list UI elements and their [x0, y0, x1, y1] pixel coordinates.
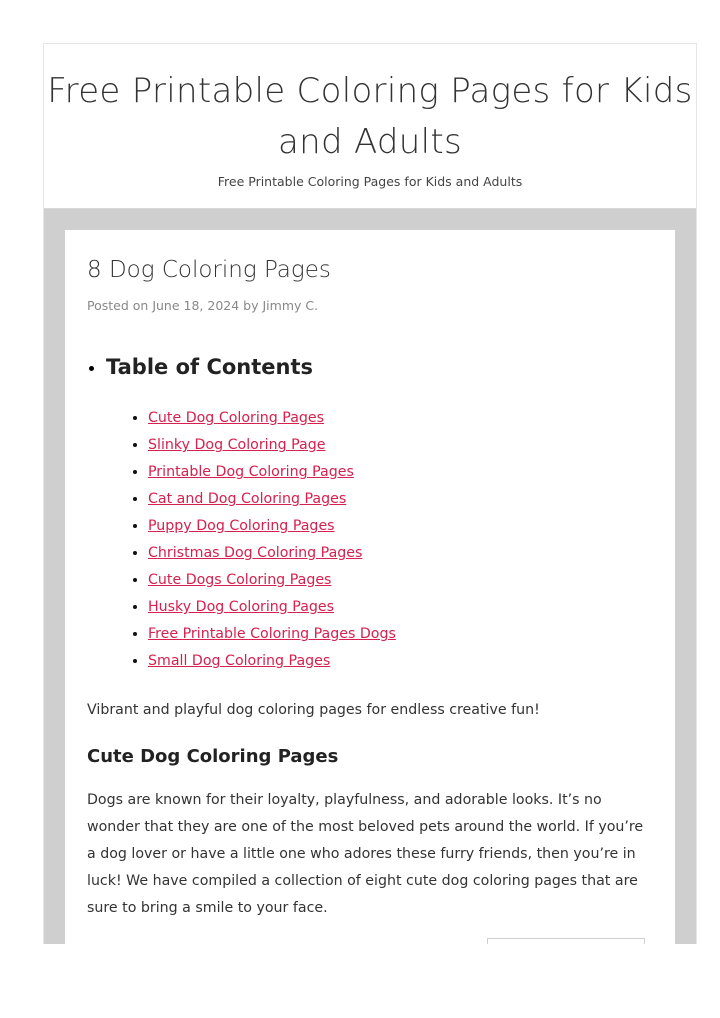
- toc-link-puppy-dog[interactable]: Puppy Dog Coloring Pages: [148, 518, 335, 534]
- page-frame: [43, 43, 697, 944]
- section-heading: Cute Dog Coloring Pages: [87, 746, 339, 767]
- toc-link-free-printable-dogs[interactable]: Free Printable Coloring Pages Dogs: [148, 626, 396, 642]
- intro-text: Vibrant and playful dog coloring pages for endless creative fun!: [87, 702, 540, 718]
- toc-list: [106, 405, 653, 675]
- post-meta: [87, 298, 653, 313]
- site-header: [44, 44, 696, 209]
- toc-link-small-dog[interactable]: Small Dog Coloring Pages: [148, 653, 331, 669]
- post-article: [65, 230, 675, 944]
- toc-item: [148, 540, 653, 567]
- toc-link-cute-dogs[interactable]: Cute Dogs Coloring Pages: [148, 572, 332, 588]
- toc-item: [148, 513, 653, 540]
- site-title[interactable]: Free Printable Coloring Pages for Kids and Adults: [47, 71, 693, 162]
- toc-link-slinky-dog[interactable]: Slinky Dog Coloring Page: [148, 437, 326, 453]
- toc-heading: Table of Contents: [106, 355, 314, 379]
- section-paragraph: Dogs are known for their loyalty, playfulness, and adorable looks. It’s no wonder that they are one of the most beloved pets around the world. If you’re a dog lover or have a little one who adores these furry friends, then you’re in luck! We have compiled a collection of eight cute dog coloring pages that are sure to bring a smile to your face.: [87, 792, 644, 916]
- toc-item: [148, 486, 653, 513]
- toc-link-printable-dog[interactable]: Printable Dog Coloring Pages: [148, 464, 354, 480]
- toc-item: [148, 405, 653, 432]
- toc-container: [106, 353, 653, 675]
- post-date-link[interactable]: June 18, 2024: [152, 298, 240, 313]
- author-link[interactable]: Jimmy C.: [262, 298, 319, 313]
- toc-link-cat-and-dog[interactable]: Cat and Dog Coloring Pages: [148, 491, 347, 507]
- toc-link-husky-dog[interactable]: Husky Dog Coloring Pages: [148, 599, 335, 615]
- meta-by: by: [243, 298, 259, 313]
- toc-item: [148, 648, 653, 675]
- toc-link-christmas-dog[interactable]: Christmas Dog Coloring Pages: [148, 545, 363, 561]
- toc-link-cute-dog[interactable]: Cute Dog Coloring Pages: [148, 410, 325, 426]
- toc-item: [148, 432, 653, 459]
- site-tagline: Free Printable Coloring Pages for Kids and Adults: [217, 174, 523, 189]
- coloring-page-image[interactable]: [487, 938, 645, 944]
- table-of-contents: [87, 353, 653, 675]
- toc-item: [148, 567, 653, 594]
- meta-prefix: Posted on: [87, 298, 149, 313]
- toc-item: [148, 459, 653, 486]
- toc-item: [148, 621, 653, 648]
- toc-item: [148, 594, 653, 621]
- post-title: 8 Dog Coloring Pages: [87, 257, 331, 283]
